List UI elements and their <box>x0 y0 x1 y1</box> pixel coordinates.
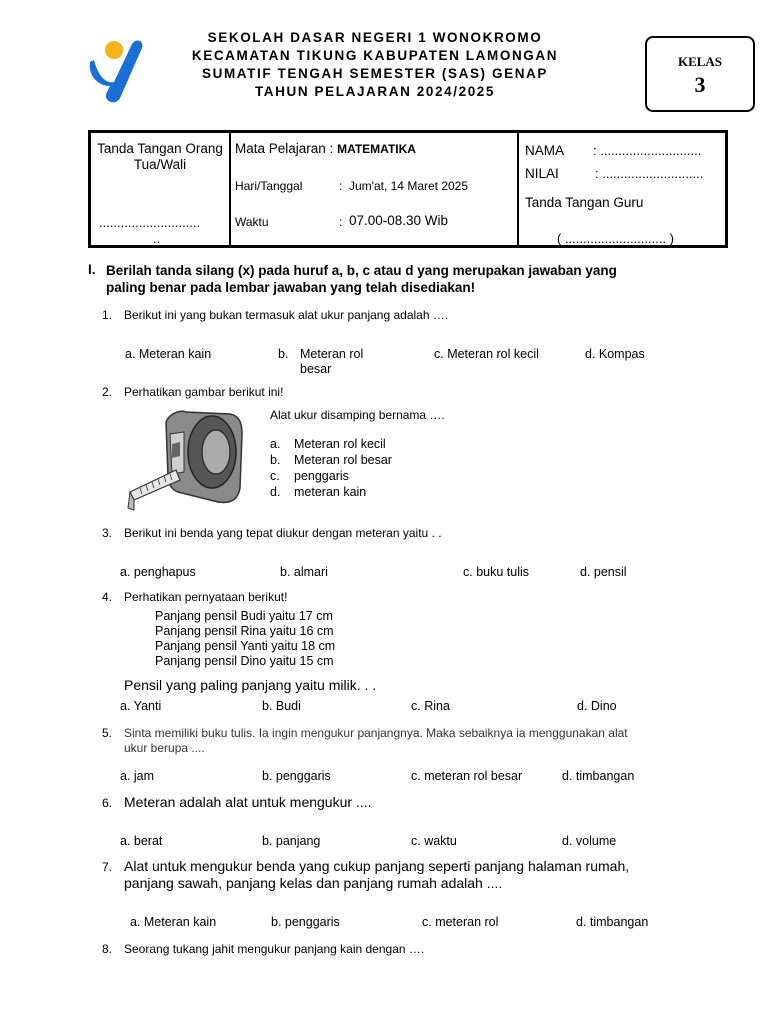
q1-option-a: a. Meteran kain <box>125 347 212 361</box>
class-label: KELAS <box>677 54 723 69</box>
q2-text: Perhatikan gambar berikut ini! <box>124 385 284 399</box>
teacher-sign-dots: ( ............................ ) <box>557 231 675 246</box>
section-instruction <box>106 262 746 296</box>
q5-option-c: c. meteran rol besar <box>411 769 523 783</box>
class-box <box>645 36 755 112</box>
class-value: 3 <box>694 72 706 97</box>
time-value: 07.00-08.30 Wib <box>349 213 449 228</box>
section-line-1: Berilah tanda silang (x) pada huruf a, b, c atau d yang merupakan jawaban yang <box>106 263 617 278</box>
q1-option-b <box>300 347 363 377</box>
q2-side-text: Alat ukur disamping bernama …. <box>270 408 445 422</box>
q4-option-c: c. Rina <box>411 699 450 713</box>
q6-text: Meteran adalah alat untuk mengukur .... <box>124 794 372 810</box>
parent-sign-label: Tanda Tangan Orang Tua/Wali <box>97 141 223 172</box>
q8-number: 8. <box>102 942 113 956</box>
q4-statement-4: Panjang pensil Dino yaitu 15 cm <box>155 654 334 668</box>
school-header <box>180 29 570 101</box>
subject-cell <box>230 132 518 247</box>
q4-statement-1: Panjang pensil Budi yaitu 17 cm <box>155 609 333 623</box>
name-label: NAMA <box>525 143 565 158</box>
q7-option-b: b. penggaris <box>271 915 340 929</box>
time-sep: : <box>339 215 343 229</box>
q2-option-b: Meteran rol besar <box>294 453 392 467</box>
q4-ask: Pensil yang paling panjang yaitu milik. . . <box>124 677 377 693</box>
tape-measure-image <box>126 404 246 516</box>
parent-sign-cell <box>90 132 231 247</box>
student-cell <box>518 132 727 247</box>
q1-option-c: c. Meteran rol kecil <box>434 347 539 361</box>
teacher-sign-label: Tanda Tangan Guru <box>525 195 644 210</box>
q7-option-c: c. meteran rol <box>422 915 499 929</box>
info-table <box>88 130 728 248</box>
q2-option-d-letter: d. <box>270 485 281 499</box>
name-value: : ............................ <box>593 143 702 158</box>
q4-number: 4. <box>102 590 113 604</box>
q2-option-d: meteran kain <box>294 485 367 499</box>
q6-number: 6. <box>102 796 113 810</box>
q7-option-d: d. timbangan <box>576 915 649 929</box>
q2-options <box>294 436 392 500</box>
subject-value: MATEMATIKA <box>337 142 416 156</box>
q4-option-d: d. Dino <box>577 699 617 713</box>
q2-option-a-letter: a. <box>270 437 281 451</box>
parent-sign-dots: ............................ <box>99 215 201 230</box>
q4-statement-2: Panjang pensil Rina yaitu 16 cm <box>155 624 334 638</box>
score-value: : ............................ <box>595 166 704 181</box>
header-line-4: TAHUN PELAJARAN 2024/2025 <box>254 84 496 99</box>
q2-option-letters <box>270 436 280 500</box>
q3-option-b: b. almari <box>280 565 328 579</box>
q2-option-c-letter: c. <box>270 469 280 483</box>
date-value: Jum'at, 14 Maret 2025 <box>349 179 469 193</box>
parent-sign-dots-2: .. <box>153 231 161 246</box>
q3-option-c: c. buku tulis <box>463 565 530 579</box>
q8-text: Seorang tukang jahit mengukur panjang kain dengan …. <box>124 942 425 956</box>
q2-option-b-letter: b. <box>270 453 281 467</box>
date-label: Hari/Tanggal <box>235 179 303 193</box>
q6-option-a: a. berat <box>120 834 163 848</box>
q5-option-a: a. jam <box>120 769 155 783</box>
q4-option-a: a. Yanti <box>120 699 162 713</box>
q6-option-b: b. panjang <box>262 834 321 848</box>
q2-option-a: Meteran rol kecil <box>294 437 386 451</box>
q5-text-line2: ukur berupa .... <box>124 741 205 755</box>
school-logo <box>80 36 160 108</box>
q5-number: 5. <box>102 726 113 740</box>
date-sep: : <box>339 179 343 193</box>
q7-option-a: a. Meteran kain <box>130 915 217 929</box>
q1-text: Berikut ini yang bukan termasuk alat ukur panjang adalah …. <box>124 308 449 322</box>
q6-option-d: d. volume <box>562 834 617 848</box>
q1-option-b-line1: Meteran rol <box>300 347 364 361</box>
q7-text-line1: Alat untuk mengukur benda yang cukup panjang seperti panjang halaman rumah, <box>124 858 630 874</box>
q4-option-b: b. Budi <box>262 699 301 713</box>
q3-option-d: d. pensil <box>580 565 627 579</box>
q4-statements <box>155 609 335 669</box>
section-line-2: paling benar pada lembar jawaban yang telah disediakan! <box>106 280 476 295</box>
score-label: NILAI <box>525 166 559 181</box>
section-number: I. <box>88 262 96 277</box>
q5-option-b: b. penggaris <box>262 769 331 783</box>
q3-number: 3. <box>102 526 113 540</box>
q7-text-line2: panjang sawah, panjang kelas dan panjang rumah adalah .... <box>124 875 503 891</box>
q6-option-c: c. waktu <box>411 834 457 848</box>
q2-option-c: penggaris <box>294 469 349 483</box>
q7-text <box>124 858 629 892</box>
q4-text: Perhatikan pernyataan berikut! <box>124 590 288 604</box>
q3-option-a: a. penghapus <box>120 565 196 579</box>
time-label: Waktu <box>235 215 269 229</box>
q5-text-line1: Sinta memiliki buku tulis. Ia ingin mengukur panjangnya. Maka sebaiknya ia menggunakan alat <box>124 726 628 740</box>
q1-option-d: d. Kompas <box>585 347 645 361</box>
q5-option-d: d. timbangan <box>562 769 635 783</box>
header-line-3: SUMATIF TENGAH SEMESTER (SAS) GENAP <box>201 66 548 81</box>
q5-text <box>124 726 628 756</box>
subject-label: Mata Pelajaran : <box>235 141 334 156</box>
q3-text: Berikut ini benda yang tepat diukur dengan meteran yaitu . . <box>124 526 442 540</box>
header-line-2: KECAMATAN TIKUNG KABUPATEN LAMONGAN <box>191 48 559 63</box>
q2-number: 2. <box>102 385 113 399</box>
q1-option-b-line2: besar <box>300 362 332 376</box>
q1-option-b-letter: b. <box>278 347 289 361</box>
q7-number: 7. <box>102 860 113 874</box>
q4-statement-3: Panjang pensil Yanti yaitu 18 cm <box>155 639 336 653</box>
header-line-1: SEKOLAH DASAR NEGERI 1 WONOKROMO <box>207 30 543 45</box>
q1-number: 1. <box>102 308 113 322</box>
